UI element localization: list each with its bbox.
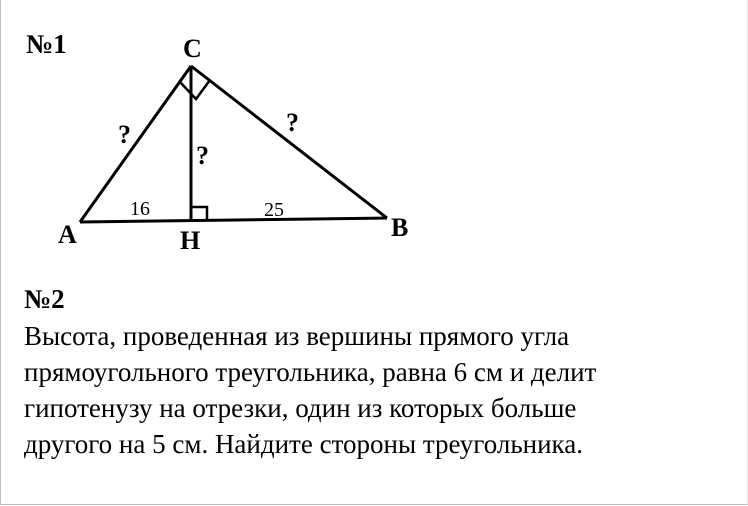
problem-line: Высота, проведенная из вершины прямого угла — [24, 321, 570, 351]
vertex-label-b: B — [391, 213, 409, 242]
side-cb — [191, 66, 387, 218]
vertex-label-a: A — [58, 220, 77, 249]
unknown-cb: ? — [286, 108, 299, 137]
task1-heading: №1 — [26, 29, 67, 59]
vertex-label-h: H — [180, 226, 201, 255]
segment-ah-length: 16 — [130, 198, 150, 220]
hypotenuse-ab — [80, 218, 387, 222]
unknown-ac: ? — [118, 120, 131, 149]
task2-problem-text — [24, 318, 739, 462]
problem-line: другого на 5 см. Найдите стороны треугольника. — [24, 429, 583, 459]
right-angle-mark-h — [191, 207, 207, 220]
task2-heading: №2 — [24, 284, 65, 314]
segment-hb-length: 25 — [264, 199, 284, 221]
vertex-label-c: C — [183, 34, 202, 63]
unknown-ch: ? — [196, 141, 209, 170]
problem-line: гипотенузу на отрезки, один из которых больше — [24, 393, 577, 423]
problem-line: прямоугольного треугольника, равна 6 см и делит — [24, 357, 597, 387]
right-angle-mark-c — [180, 80, 210, 99]
